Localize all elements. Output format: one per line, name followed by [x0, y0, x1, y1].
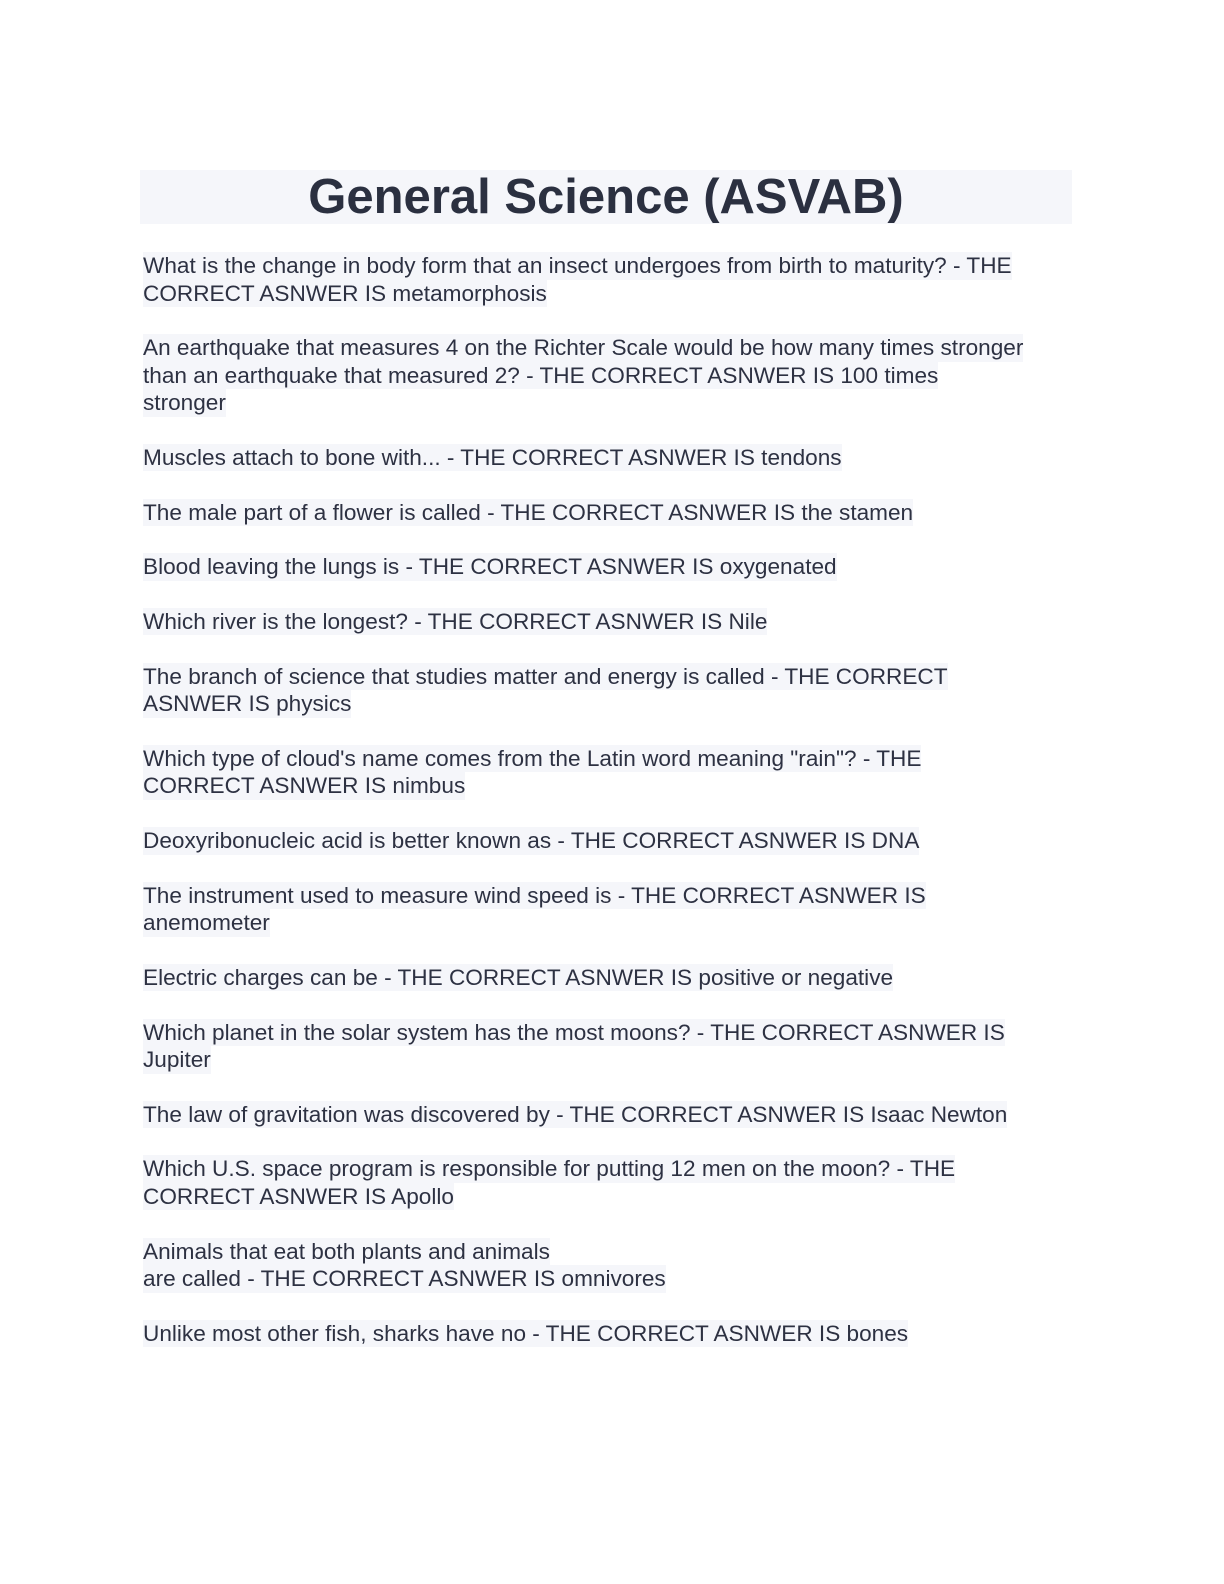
qa-line: Which river is the longest? - THE CORRECT ASNWER IS Nile	[143, 608, 768, 634]
qa-item-12	[143, 1019, 1078, 1074]
qa-item-16	[143, 1320, 1078, 1348]
qa-item-11	[143, 964, 1078, 992]
qa-line: Jupiter	[143, 1047, 211, 1073]
qa-item-9	[143, 827, 1078, 855]
qa-line: The male part of a flower is called - THE CORRECT ASNWER IS the stamen	[143, 499, 914, 525]
qa-item-3	[143, 444, 1078, 472]
qa-line: Animals that eat both plants and animals	[143, 1238, 550, 1264]
qa-item-10	[143, 882, 1078, 937]
qa-item-2	[143, 334, 1078, 417]
qa-item-14	[143, 1155, 1078, 1210]
qa-line: CORRECT ASNWER IS Apollo	[143, 1183, 454, 1209]
qa-item-1	[143, 252, 1078, 307]
qa-line: CORRECT ASNWER IS nimbus	[143, 773, 466, 799]
qa-line: Which planet in the solar system has the most moons? - THE CORRECT ASNWER IS	[143, 1019, 1005, 1045]
qa-line: Electric charges can be - THE CORRECT ASNWER IS positive or negative	[143, 964, 894, 990]
qa-item-4	[143, 499, 1078, 527]
page-title: General Science (ASVAB)	[308, 170, 904, 224]
qa-line: The instrument used to measure wind speed is - THE CORRECT ASNWER IS	[143, 882, 926, 908]
qa-item-5	[143, 553, 1078, 581]
qa-line: stronger	[143, 390, 226, 416]
qa-line: Muscles attach to bone with... - THE CORRECT ASNWER IS tendons	[143, 444, 842, 470]
qa-item-6	[143, 608, 1078, 636]
qa-item-7	[143, 663, 1078, 718]
qa-item-15	[143, 1238, 1078, 1293]
qa-line: The branch of science that studies matter and energy is called - THE CORRECT	[143, 663, 948, 689]
qa-line: Deoxyribonucleic acid is better known as - THE CORRECT ASNWER IS DNA	[143, 828, 920, 853]
qa-line: ASNWER IS physics	[143, 691, 352, 717]
qa-line: Which type of cloud's name comes from the Latin word meaning "rain"? - THE	[143, 745, 922, 771]
qa-item-8	[143, 745, 1078, 800]
qa-line: The law of gravitation was discovered by - THE CORRECT ASNWER IS Isaac Newton	[143, 1101, 1008, 1127]
qa-line: What is the change in body form that an insect undergoes from birth to maturity? - THE	[143, 253, 1012, 278]
qa-item-13	[143, 1101, 1078, 1129]
qa-line: are called - THE CORRECT ASNWER IS omnivores	[143, 1266, 666, 1292]
qa-line: Blood leaving the lungs is - THE CORRECT ASNWER IS oxygenated	[143, 554, 837, 580]
qa-line: An earthquake that measures 4 on the Richter Scale would be how many times stronger	[143, 335, 1024, 361]
qa-line: Unlike most other fish, sharks have no - THE CORRECT ASNWER IS bones	[143, 1320, 909, 1346]
question-answer-list	[143, 252, 1078, 1347]
qa-line: CORRECT ASNWER IS metamorphosis	[143, 280, 547, 306]
qa-line: Which U.S. space program is responsible for putting 12 men on the moon? - THE	[143, 1156, 956, 1182]
qa-line: anemometer	[143, 910, 270, 936]
qa-line: than an earthquake that measured 2? - THE CORRECT ASNWER IS 100 times	[143, 362, 939, 388]
